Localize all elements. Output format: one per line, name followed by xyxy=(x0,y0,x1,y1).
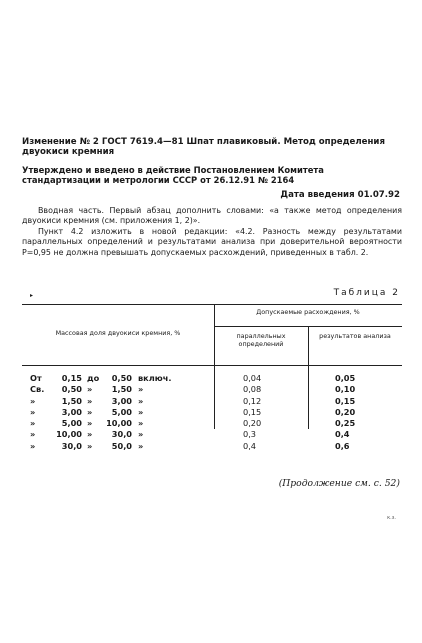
table-row xyxy=(30,373,400,384)
cell-connector: » xyxy=(87,395,93,406)
cell-high: 50,0 xyxy=(111,440,132,451)
table-row xyxy=(30,429,400,440)
cell-prefix: » xyxy=(30,429,36,440)
table-row xyxy=(30,384,400,395)
cell-parallel: 0,04 xyxy=(243,373,262,383)
cell-parallel: 0,12 xyxy=(243,395,262,406)
cell-result: 0,25 xyxy=(335,418,356,429)
cell-suffix: » xyxy=(138,406,144,417)
cell-high: 5,00 xyxy=(111,406,132,417)
cell-result: 0,05 xyxy=(335,373,356,383)
cell-parallel: 0,08 xyxy=(243,384,262,395)
cell-parallel: 0,4 xyxy=(243,440,257,451)
cell-prefix: Св. xyxy=(30,384,45,395)
cell-suffix: » xyxy=(138,418,144,429)
cell-connector: до xyxy=(87,373,100,383)
cell-connector: » xyxy=(87,429,93,440)
cell-connector: » xyxy=(87,406,93,417)
cell-result: 0,20 xyxy=(335,406,356,417)
cell-low: 1,50 xyxy=(61,395,82,406)
cell-suffix: » xyxy=(138,429,144,440)
table-row xyxy=(30,396,400,407)
cell-result: 0,10 xyxy=(335,384,356,395)
cell-high: 1,50 xyxy=(111,384,132,395)
cell-prefix: » xyxy=(30,418,36,429)
table-rule-header-bottom xyxy=(22,365,402,366)
paragraph-intro: Вводная часть. Первый абзац дополнить словами: «а также метод определения двуокиси кремния (см. приложения 1, 2)». xyxy=(22,206,402,226)
table-row xyxy=(30,418,400,429)
cell-prefix: » xyxy=(30,440,36,451)
cell-high: 30,0 xyxy=(111,429,132,440)
cell-high: 3,00 xyxy=(111,395,132,406)
column-header-results: результатов анализа xyxy=(319,332,391,340)
cell-connector: » xyxy=(87,384,93,395)
cell-parallel: 0,20 xyxy=(243,418,262,429)
cell-prefix: » xyxy=(30,406,36,417)
margin-mark: ▸ xyxy=(30,292,34,299)
cell-result: 0,15 xyxy=(335,395,356,406)
cell-low: 5,00 xyxy=(61,418,82,429)
cell-result: 0,6 xyxy=(335,440,350,451)
column-header-mass: Массовая доля двуокиси кремния, % xyxy=(55,329,181,337)
table-body xyxy=(30,373,400,452)
cell-parallel: 0,3 xyxy=(243,429,257,440)
cell-result: 0,4 xyxy=(335,429,350,440)
column-header-parallel: параллельных определений xyxy=(236,332,286,348)
cell-low: 30,0 xyxy=(61,440,82,451)
cell-low: 3,00 xyxy=(61,406,82,417)
approval-statement: Утверждено и введено в действие Постановлением Комитета стандартизации и метрологии СССР от 26.12.91 № 2164 xyxy=(22,165,324,186)
amendment-heading: Изменение № 2 ГОСТ 7619.4—81 Шпат плавиковый. Метод определения двуокиси кремния xyxy=(22,137,385,158)
cell-low: 0,15 xyxy=(61,373,82,383)
corner-mark: к.з. xyxy=(387,515,396,521)
cell-parallel: 0,15 xyxy=(243,406,262,417)
cell-suffix: включ. xyxy=(138,373,172,383)
effective-date: Дата введения 01.07.92 xyxy=(280,190,400,200)
table-label: Таблица 2 xyxy=(333,288,400,298)
table-row xyxy=(30,407,400,418)
cell-suffix: » xyxy=(138,440,144,451)
column-header-tolerances: Допускаемые расхождения, % xyxy=(256,308,360,316)
cell-prefix: От xyxy=(30,373,42,383)
cell-connector: » xyxy=(87,440,93,451)
paragraph-clause: Пункт 4.2 изложить в новой редакции: «4.2. Разность между результатами параллельных определений и результатами анализа при доверительной вероятности P=0,95 не должна превышать допускаемых расхождений, приведенных в табл. 2. xyxy=(22,226,402,257)
cell-suffix: » xyxy=(138,395,144,406)
table-rule-top xyxy=(22,304,402,305)
cell-suffix: » xyxy=(138,384,144,395)
cell-prefix: » xyxy=(30,395,36,406)
cell-low: 0,50 xyxy=(61,384,82,395)
body-text xyxy=(22,206,402,258)
continuation-note: (Продолжение см. с. 52) xyxy=(278,478,400,489)
cell-low: 10,00 xyxy=(56,429,82,440)
cell-high: 10,00 xyxy=(106,418,132,429)
table-row xyxy=(30,441,400,452)
cell-connector: » xyxy=(87,418,93,429)
cell-high: 0,50 xyxy=(111,373,132,383)
